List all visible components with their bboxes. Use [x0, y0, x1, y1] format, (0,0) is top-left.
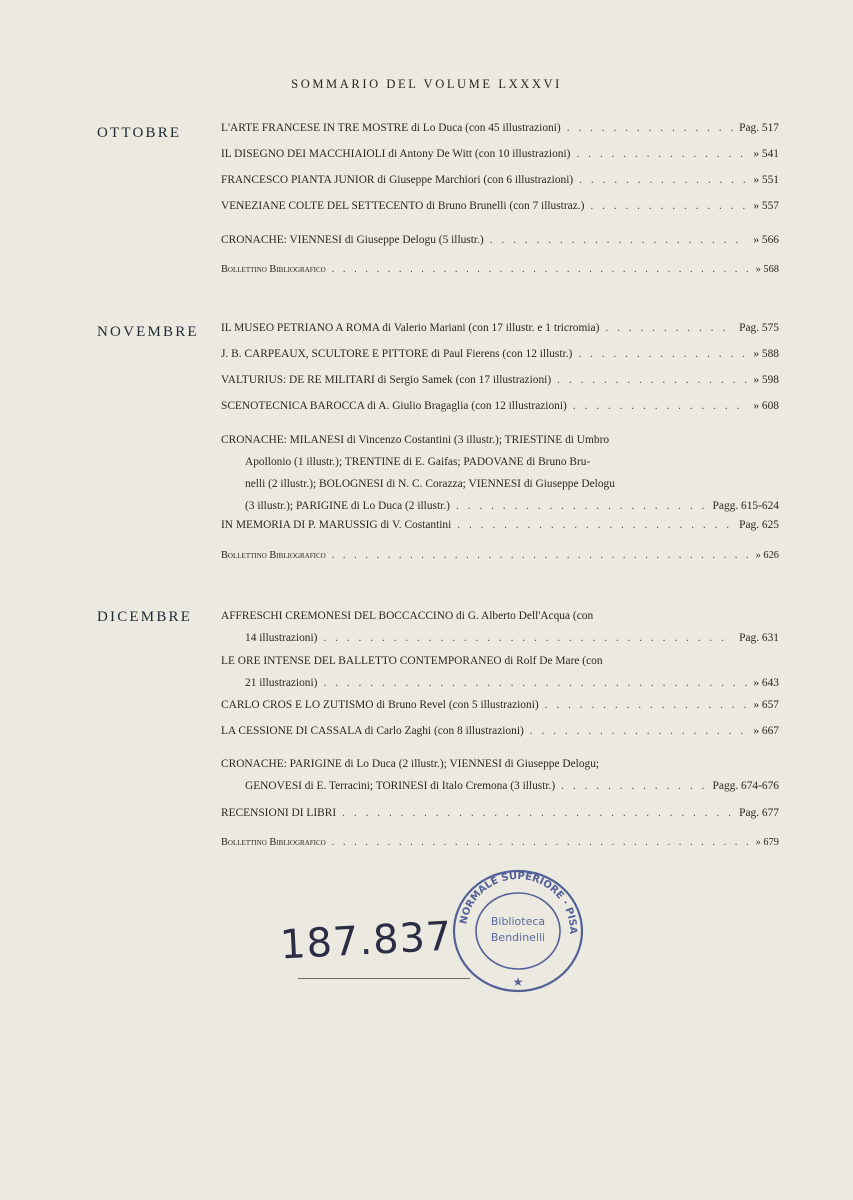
entry-text: IN MEMORIA DI P. MARUSSIG di V. Costantini — [221, 519, 452, 531]
leader-dots — [579, 169, 747, 191]
page-ref: Pag. 575 — [739, 322, 779, 334]
leader-dots — [605, 317, 733, 339]
leader-dots — [332, 832, 750, 854]
page-ref: » 598 — [753, 374, 779, 386]
entry-text-line: GENOVESI di E. Terracini; TORINESI di Italo Cremona (3 illustr.) — [245, 780, 556, 792]
leader-dots — [567, 117, 733, 139]
entry-text: L'ARTE FRANCESE IN TRE MOSTRE di Lo Duca (con 45 illustrazioni) — [221, 122, 561, 134]
toc-entry — [221, 720, 779, 742]
page-ref: Pag. 625 — [739, 519, 779, 531]
leader-dots — [590, 195, 747, 217]
entry-text: Bollettino Bibliografico — [221, 264, 326, 275]
page-ref: » 541 — [753, 148, 779, 160]
page-ref: » 667 — [753, 725, 779, 737]
stamp-inner-line2: Bendinelli — [490, 931, 546, 944]
entry-text: RECENSIONI DI LIBRI — [221, 807, 337, 819]
page-ref: » 568 — [755, 264, 779, 275]
inventory-number: 187.837 — [278, 913, 454, 969]
month-heading-dicembre: DICEMBRE — [97, 609, 193, 625]
toc-entry — [221, 395, 779, 417]
entry-text: LA CESSIONE DI CASSALA di Carlo Zaghi (con 8 illustrazioni) — [221, 725, 524, 737]
toc-entry — [221, 605, 779, 649]
toc-entry — [221, 343, 779, 365]
leader-dots — [332, 259, 750, 281]
leader-dots — [490, 229, 748, 251]
toc-entry-bollettino — [221, 832, 779, 854]
toc-entry — [221, 369, 779, 391]
toc-entry — [221, 694, 779, 716]
leader-dots — [530, 720, 748, 742]
page-ref: » 679 — [755, 837, 779, 848]
toc-entry — [221, 514, 779, 536]
entry-text-line: CRONACHE: PARIGINE di Lo Duca (2 illustr.); VIENNESI di Giuseppe Delogu; — [221, 758, 600, 770]
page-ref: » 657 — [753, 699, 779, 711]
stamp-ring-text: NORMALE SUPERIORE · PISA — [458, 870, 579, 935]
leader-dots — [332, 545, 750, 567]
page-ref: » 557 — [753, 200, 779, 212]
entry-text: FRANCESCO PIANTA JUNIOR di Giuseppe Marchiori (con 6 illustrazioni) — [221, 174, 574, 186]
entry-text-line: 14 illustrazioni) — [245, 632, 318, 644]
entry-text: CARLO CROS E LO ZUTISMO di Bruno Revel (con 5 illustrazioni) — [221, 699, 539, 711]
page-title: SOMMARIO DEL VOLUME LXXXVI — [291, 77, 562, 91]
entry-text: SCENOTECNICA BAROCCA di A. Giulio Bragaglia (con 12 illustrazioni) — [221, 400, 567, 412]
toc-entry — [221, 195, 779, 217]
page-ref: Pagg. 674-676 — [712, 780, 779, 792]
leader-dots — [323, 627, 733, 649]
leader-dots — [323, 672, 747, 694]
toc-entry-bollettino — [221, 259, 779, 281]
toc-entry-cronache — [221, 429, 779, 517]
leader-dots — [561, 775, 706, 797]
entry-text: VENEZIANE COLTE DEL SETTECENTO di Bruno Brunelli (con 7 illustraz.) — [221, 200, 585, 212]
month-heading-novembre: NOVEMBRE — [97, 324, 199, 340]
entry-text: VALTURIUS: DE RE MILITARI di Sergio Samek (con 17 illustrazioni) — [221, 374, 552, 386]
entry-text: IL MUSEO PETRIANO A ROMA di Valerio Mariani (con 17 illustr. e 1 tricromia) — [221, 322, 600, 334]
toc-entry — [221, 169, 779, 191]
leader-dots — [578, 343, 747, 365]
page-ref: » 551 — [753, 174, 779, 186]
page-ref: Pagg. 615-624 — [712, 500, 779, 512]
toc-entry — [221, 143, 779, 165]
entry-text: IL DISEGNO DEI MACCHIAIOLI di Antony De Witt (con 10 illustrazioni) — [221, 148, 571, 160]
page-ref: » 588 — [753, 348, 779, 360]
toc-entry-cronache — [221, 229, 779, 251]
leader-dots — [573, 395, 748, 417]
library-stamp — [449, 866, 587, 996]
page-ref: Pag. 517 — [739, 122, 779, 134]
entry-text: J. B. CARPEAUX, SCULTORE E PITTORE di Paul Fierens (con 12 illustr.) — [221, 348, 573, 360]
entry-text-line: CRONACHE: MILANESI di Vincenzo Costantini (3 illustr.); TRIESTINE di Umbro — [221, 434, 610, 446]
leader-dots — [545, 694, 748, 716]
toc-entry — [221, 117, 779, 139]
entry-text-line: (3 illustr.); PARIGINE di Lo Duca (2 illustr.) — [245, 500, 450, 512]
entry-text-line: Apollonio (1 illustr.); TRENTINE di E. Gaifas; PADOVANE di Bruno Bru- — [245, 456, 591, 468]
toc-entry — [221, 650, 779, 694]
page-ref: Pag. 631 — [739, 632, 779, 644]
toc-entry-cronache — [221, 753, 779, 797]
entry-text: CRONACHE: VIENNESI di Giuseppe Delogu (5 illustr.) — [221, 234, 484, 246]
leader-dots — [342, 802, 733, 824]
entry-text-line: AFFRESCHI CREMONESI DEL BOCCACCINO di G. Alberto Dell'Acqua (con — [221, 610, 594, 622]
page-ref: » 566 — [753, 234, 779, 246]
stamp-inner-line1: Biblioteca — [490, 915, 546, 928]
stamp-star-icon: ★ — [512, 975, 524, 989]
leader-dots — [557, 369, 747, 391]
toc-entry — [221, 317, 779, 339]
leader-dots — [457, 514, 733, 536]
page-ref: » 608 — [753, 400, 779, 412]
month-heading-ottobre: OTTOBRE — [97, 125, 182, 141]
page-ref: » 626 — [755, 550, 779, 561]
entry-text-line: nelli (2 illustr.); BOLOGNESI di N. C. Corazza; VIENNESI di Giuseppe Delogu — [245, 478, 615, 490]
toc-entry-bollettino — [221, 545, 779, 567]
entry-text-line: LE ORE INTENSE DEL BALLETTO CONTEMPORANEO di Rolf De Mare (con — [221, 655, 603, 667]
inventory-underline — [298, 978, 470, 979]
leader-dots — [576, 143, 747, 165]
page-ref: » 643 — [753, 677, 779, 689]
entry-text-line: 21 illustrazioni) — [245, 677, 318, 689]
entry-text: Bollettino Bibliografico — [221, 550, 326, 561]
toc-entry — [221, 802, 779, 824]
page-ref: Pag. 677 — [739, 807, 779, 819]
entry-text: Bollettino Bibliografico — [221, 837, 326, 848]
